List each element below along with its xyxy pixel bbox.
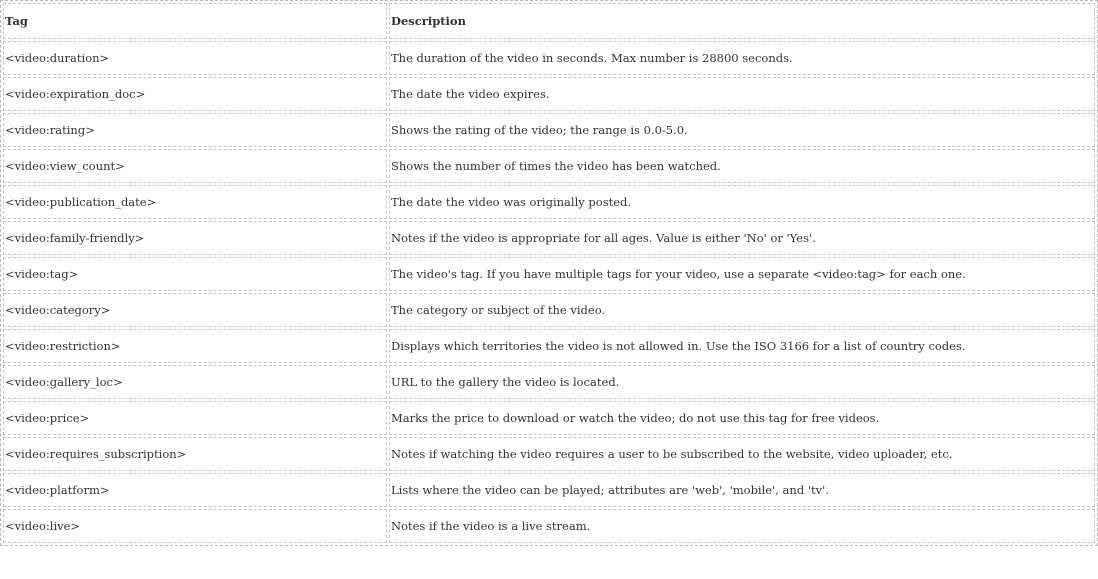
description-cell: URL to the gallery the video is located.: [389, 365, 1095, 399]
description-cell: The category or subject of the video.: [389, 293, 1095, 327]
tag-cell: <video:tag>: [3, 257, 387, 291]
description-cell: Lists where the video can be played; attributes are 'web', 'mobile', and 'tv'.: [389, 473, 1095, 507]
tag-cell: <video:category>: [3, 293, 387, 327]
tag-cell: <video:duration>: [3, 41, 387, 75]
tag-column-header: Tag: [3, 3, 387, 39]
table-row: [3, 437, 1095, 471]
table-row: [3, 113, 1095, 147]
table-row: [3, 473, 1095, 507]
tag-cell: <video:price>: [3, 401, 387, 435]
tag-cell: <video:platform>: [3, 473, 387, 507]
description-cell: Shows the number of times the video has been watched.: [389, 149, 1095, 183]
description-cell: Notes if the video is a live stream.: [389, 509, 1095, 543]
tag-cell: <video:rating>: [3, 113, 387, 147]
description-cell: Marks the price to download or watch the video; do not use this tag for free videos.: [389, 401, 1095, 435]
description-cell: Displays which territories the video is not allowed in. Use the ISO 3166 for a list of country codes.: [389, 329, 1095, 363]
tag-cell: <video:publication_date>: [3, 185, 387, 219]
tag-cell: <video:live>: [3, 509, 387, 543]
table-row: [3, 401, 1095, 435]
table-row: [3, 77, 1095, 111]
description-cell: The video's tag. If you have multiple tags for your video, use a separate <video:tag> for each one.: [389, 257, 1095, 291]
table-header-row: [3, 3, 1095, 39]
table-row: [3, 329, 1095, 363]
table-row: [3, 293, 1095, 327]
table-row: [3, 149, 1095, 183]
description-cell: Shows the rating of the video; the range is 0.0-5.0.: [389, 113, 1095, 147]
description-cell: Notes if watching the video requires a user to be subscribed to the website, video uploader, etc.: [389, 437, 1095, 471]
tag-cell: <video:family-friendly>: [3, 221, 387, 255]
description-cell: The duration of the video in seconds. Max number is 28800 seconds.: [389, 41, 1095, 75]
description-cell: Notes if the video is appropriate for all ages. Value is either 'No' or 'Yes'.: [389, 221, 1095, 255]
table-row: [3, 257, 1095, 291]
table-row: [3, 365, 1095, 399]
table-row: [3, 185, 1095, 219]
table-row: [3, 41, 1095, 75]
description-cell: The date the video was originally posted.: [389, 185, 1095, 219]
tag-cell: <video:gallery_loc>: [3, 365, 387, 399]
table-row: [3, 221, 1095, 255]
description-cell: The date the video expires.: [389, 77, 1095, 111]
tag-cell: <video:requires_subscription>: [3, 437, 387, 471]
tag-cell: <video:expiration_doc>: [3, 77, 387, 111]
table-row: [3, 509, 1095, 543]
description-column-header: Description: [389, 3, 1095, 39]
tag-cell: <video:restriction>: [3, 329, 387, 363]
tag-cell: <video:view_count>: [3, 149, 387, 183]
